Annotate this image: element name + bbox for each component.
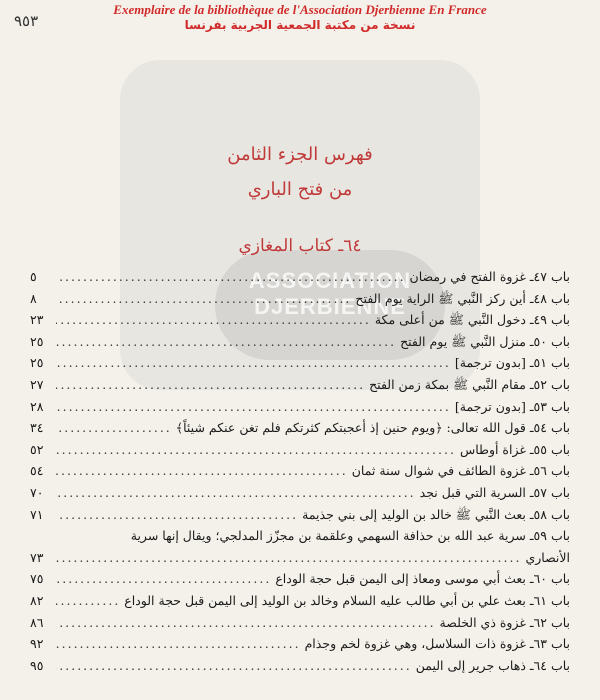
watermark-arabic: نسخة من مكتبة الجمعية الجربية بفرنسا <box>184 18 416 32</box>
toc-entry: باب ٦١ـ بعث علي بن أبي طالب عليه السلام وخالد بن الوليد إلى اليمن قبل حجة الوداع ..... ٨٢ <box>30 590 570 612</box>
toc-entry: باب ٥٢ـ مقام النَّبي ﷺ بمكة زمن الفتح ..... ٢٧ <box>30 374 570 396</box>
toc-entry: باب ٦٢ـ غزوة ذي الخلصة ..... ٨٦ <box>30 612 570 634</box>
toc-entry: باب ٥١ـ [بدون ترجمة] ..... ٢٥ <box>30 352 570 374</box>
toc-entry: باب ٥٣ـ [بدون ترجمة] ..... ٢٨ <box>30 396 570 418</box>
toc-entry: باب ٥٤ـ قول الله تعالى: ﴿ويوم حنين إذ أعجبتكم كثرتكم فلم تغن عنكم شيئاً﴾ ..... ٣٤ <box>30 417 570 439</box>
book-title: من فتح الباري <box>247 179 353 200</box>
toc-list <box>30 266 570 676</box>
toc-entry-continuation: الأنصاري ..... ٧٣ <box>30 547 570 569</box>
toc-entry: باب ٦٣ـ غزوة ذات السلاسل، وهي غزوة لخم وجذام ..... ٩٢ <box>30 633 570 655</box>
toc-entry: باب ٦٠ـ بعث أبي موسى ومعاذ إلى اليمن قبل حجة الوداع ..... ٧٥ <box>30 568 570 590</box>
toc-entry: باب ٤٨ـ أين ركز النَّبي ﷺ الراية يوم الفتح ..... ٨ <box>30 288 570 310</box>
toc-entry-first-line: باب ٥٩ـ سرية عبد الله بن حذافة السهمي وعلقمة بن مجزّز المدلجي؛ ويقال إنها سرية <box>130 528 570 544</box>
titles-block <box>0 142 600 258</box>
watermark-french: Exemplaire de la bibliothèque de l'Association Djerbienne En France <box>113 2 487 17</box>
index-title: فهرس الجزء الثامن <box>227 144 373 165</box>
toc-entry: باب ٥٥ـ غزاة أوطاس ..... ٥٢ <box>30 439 570 461</box>
toc-entry: باب ٥٦ـ غزوة الطائف في شوال سنة ثمان ..... ٥٤ <box>30 460 570 482</box>
toc-entry: باب ٥٠ـ منزل النَّبي ﷺ يوم الفتح ..... ٢٥ <box>30 331 570 353</box>
watermark-header <box>0 2 600 33</box>
page-number: ٩٥٣ <box>14 12 39 30</box>
toc-entry: باب ٤٩ـ دخول النَّبي ﷺ من أعلى مكة ..... ٢٣ <box>30 309 570 331</box>
toc-entry: باب ٤٧ـ غزوة الفتح في رمضان ..... ٥ <box>30 266 570 288</box>
toc-entry: باب ٥٧ـ السرية التي قبل نجد ..... ٧٠ <box>30 482 570 504</box>
toc-entry: باب ٦٤ـ ذهاب جرير إلى اليمن ..... ٩٥ <box>30 655 570 677</box>
toc-entry: باب ٥٨ـ بعث النَّبي ﷺ خالد بن الوليد إلى بني جذيمة ..... ٧١ <box>30 504 570 526</box>
chapter-title: ٦٤ـ كتاب المغازي <box>238 236 362 256</box>
center-watermark-text: ASSOCIATION DJERBIENNE <box>248 268 412 319</box>
